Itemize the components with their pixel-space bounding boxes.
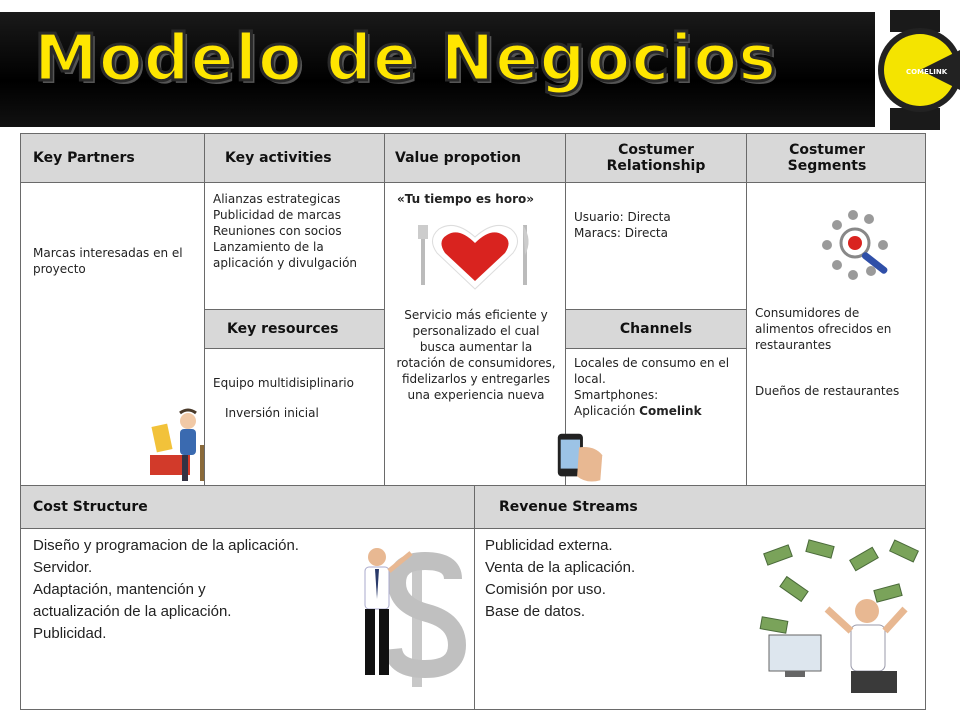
relationship-item: Maracs: Directa (574, 226, 668, 240)
header-revenue-streams (474, 485, 926, 529)
activity-item: Reuniones con socios (213, 224, 342, 238)
target-audience-icon (813, 205, 913, 285)
header-key-activities (204, 133, 385, 183)
key-resources-cell (204, 348, 385, 486)
header-value-proposition (384, 133, 566, 183)
header-customer-relationship-label: Costumer Relationship (606, 142, 706, 174)
header-customer-segments (746, 133, 926, 183)
activity-item: Alianzas estrategicas (213, 192, 341, 206)
customer-segment-item: Consumidores de alimentos ofrecidos en restaurantes (755, 306, 892, 352)
cost-item: Servidor. (33, 559, 93, 576)
customer-segments-cell (746, 182, 926, 486)
revenue-item: Venta de la aplicación. (485, 559, 636, 576)
channel-app-name: Comelink (639, 404, 702, 418)
header-key-resources-label: Key resources (227, 321, 339, 337)
revenue-item: Publicidad externa. (485, 537, 613, 554)
resource-item: Inversión inicial (225, 406, 319, 420)
channel-item (574, 403, 740, 419)
revenue-item: Base de datos. (485, 603, 586, 620)
revenue-streams-cell (474, 528, 926, 710)
key-activities-cell (204, 182, 385, 310)
channel-item: Smartphones: (574, 388, 659, 402)
reading-man-icon (140, 405, 220, 485)
value-proposition-cell (384, 182, 566, 486)
header-cost-structure-label: Cost Structure (33, 499, 148, 515)
value-proposition-text: Servicio más eficiente y personalizado el cual busca aumentar la rotación de consumidores, fidelizarlos y entregarles una experiencia nueva (396, 308, 556, 402)
channel-app-prefix: Aplicación (574, 404, 640, 418)
cost-item: Diseño y programacion de la aplicación. (33, 537, 299, 554)
header-revenue-streams-label: Revenue Streams (499, 499, 638, 515)
heart-plate-icon (415, 215, 535, 295)
header-value-proposition-label: Value propotion (395, 150, 521, 166)
header-key-partners-label: Key Partners (33, 150, 135, 166)
header-customer-segments-label: Costumer Segments (787, 142, 867, 174)
money-rain-icon (755, 539, 925, 699)
customer-segment-item: Dueños de restaurantes (755, 384, 900, 398)
header-customer-relationship (565, 133, 747, 183)
resource-item: Equipo multidisiplinario (213, 376, 354, 390)
key-partners-text: Marcas interesadas en el proyecto (33, 246, 183, 276)
cost-structure-cell (20, 528, 475, 710)
smartphone-hand-icon (552, 428, 610, 486)
cost-item: Publicidad. (33, 625, 107, 642)
header-key-partners (20, 133, 205, 183)
header-key-resources (204, 309, 385, 349)
revenue-item: Comisión por uso. (485, 581, 606, 598)
customer-relationship-cell (565, 182, 747, 310)
cost-item: Adaptación, mantención y actualización de la aplicación. (33, 581, 232, 620)
businessman-dollar-icon (337, 539, 477, 689)
header-channels (565, 309, 747, 349)
activity-item: Publicidad de marcas (213, 208, 341, 222)
header-channels-label: Channels (619, 321, 693, 337)
relationship-item: Usuario: Directa (574, 210, 671, 224)
logo-text: COMELINK (906, 68, 948, 76)
header-key-activities-label: Key activities (225, 150, 332, 166)
channel-item: Locales de consumo en el local. (574, 356, 730, 386)
header-cost-structure (20, 485, 475, 529)
activity-item: Lanzamiento de la aplicación y divulgación (213, 240, 358, 270)
value-proposition-quote: «Tu tiempo es horo» (397, 192, 535, 206)
page-title: Modelo de Negocios (34, 22, 778, 96)
comelink-logo-icon (870, 10, 960, 130)
